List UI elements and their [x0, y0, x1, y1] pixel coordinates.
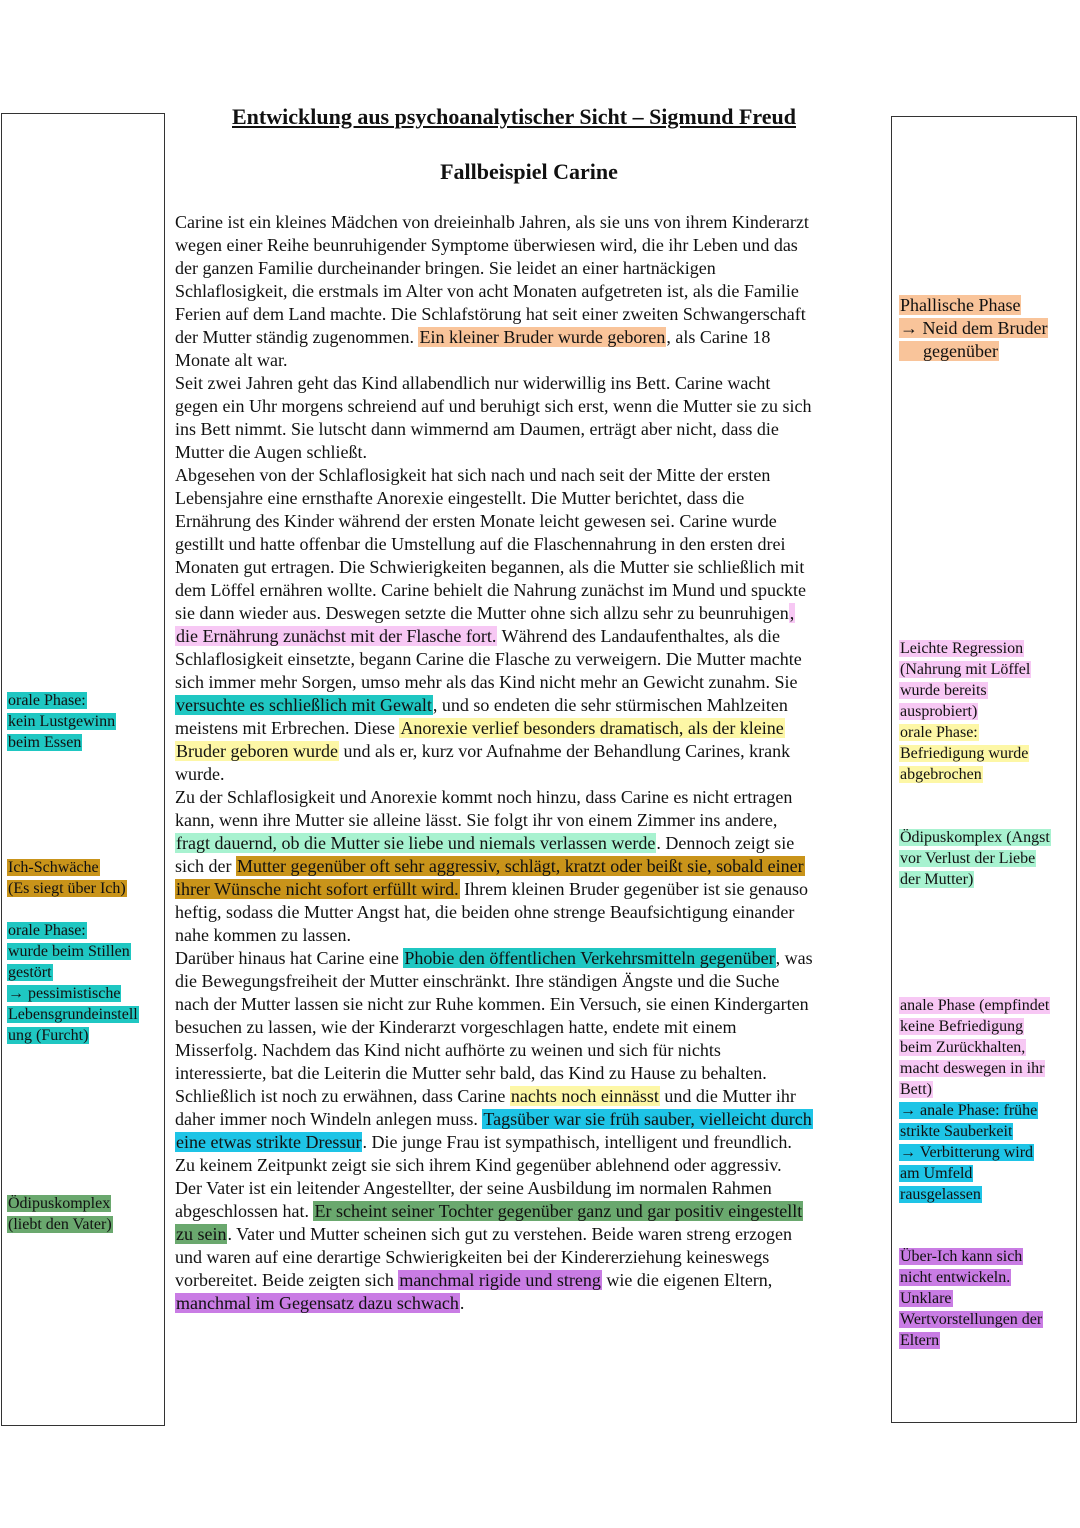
text-segment: Schließlich ist noch zu erwähnen, dass Carine — [175, 1086, 510, 1106]
text-segment: vorbereitet. Beide zeigten sich — [175, 1270, 399, 1290]
text-line — [175, 1085, 883, 1108]
highlighted-phrase: Anorexie verlief besonders dramatisch, als der kleine — [400, 718, 784, 738]
case-text — [175, 211, 883, 1315]
note-line: Ödipuskomplex (Angst — [900, 829, 1050, 846]
text-line: Schlaflosigkeit einsetzte, begann Carine die Flasche zu verweigern. Die Mutter machte — [175, 649, 802, 669]
document-subtitle: Fallbeispiel Carine — [440, 159, 618, 184]
document-title: Entwicklung aus psychoanalytischer Sicht – Sigmund Freud — [232, 104, 796, 129]
text-line: Zu keinem Zeitpunkt zeigt sie sich ihrem Kind gegenüber ablehnend oder aggressiv. — [175, 1155, 782, 1175]
text-line: Mutter die Augen schließt. — [175, 442, 367, 462]
highlighted-phrase: die Ernährung zunächst mit der Flasche fort. — [176, 626, 497, 646]
note-line: orale Phase: — [900, 724, 978, 741]
text-line: nahe kommen zu lassen. — [175, 925, 351, 945]
text-line — [175, 1269, 883, 1292]
note-line: macht deswegen in ihr — [900, 1060, 1045, 1077]
text-line: interessierte, bat die Leiterin die Mutter sehr bald, das Kind zu Hause zu behalten. — [175, 1063, 767, 1083]
text-line: gegen ein Uhr morgens schreiend auf und beruhigt sich erst, wenn die Mutter sie zu sich — [175, 396, 812, 416]
left-note-oral-phase-eating — [7, 690, 116, 753]
note-line: anale Phase (empfindet — [900, 997, 1050, 1014]
highlighted-phrase: fragt dauernd, ob die Mutter sie liebe und niemals verlassen werde — [176, 833, 656, 853]
text-line: kann, wenn ihre Mutter sie alleine lässt. Sie folgt ihr von einem Zimmer ins andere, — [175, 810, 778, 830]
text-line — [175, 855, 883, 878]
text-line — [175, 1131, 883, 1154]
note-line: → Neid dem Bruder — [900, 318, 1048, 338]
text-line: Zu der Schlaflosigkeit und Anorexie kommt noch hinzu, dass Carine es nicht ertragen — [175, 787, 793, 807]
text-line — [175, 326, 883, 349]
text-segment: der Mutter ständig zugenommen. — [175, 327, 419, 347]
note-line: strikte Sauberkeit — [900, 1123, 1013, 1140]
text-segment: und als er, kurz vor Aufnahme der Behandlung Carines, krank — [338, 741, 791, 761]
text-segment: Ihrem kleinen Bruder gegenüber ist sie genauso — [459, 879, 808, 899]
right-note-oral-phase-satisfaction — [899, 722, 1029, 785]
text-line — [175, 878, 883, 901]
note-line: wurde beim Stillen — [8, 943, 130, 960]
text-line: Ferien auf dem Land machte. Die Schlafstörung hat seit einer zweiten Schwangerschaft — [175, 304, 806, 324]
left-note-ego-weakness — [7, 857, 127, 899]
text-line — [175, 1292, 883, 1315]
text-segment: abgeschlossen hat. — [175, 1201, 314, 1221]
text-line — [175, 832, 883, 855]
text-segment: Darüber hinaus hat Carine eine — [175, 948, 404, 968]
note-line: Lebensgrundeinstell — [8, 1006, 138, 1023]
text-line: wegen einer Reihe beunruhigender Symptome überwiesen wird, die ihr Leben und das — [175, 235, 798, 255]
text-line — [175, 1200, 883, 1223]
note-line: keine Befriedigung — [900, 1018, 1024, 1035]
right-note-anal-cleanliness — [899, 1100, 1038, 1205]
text-segment: , was — [775, 948, 813, 968]
right-note-oedipus-mother — [899, 827, 1051, 890]
highlighted-phrase: ihrer Wünsche nicht sofort erfüllt wird. — [176, 879, 459, 899]
note-line: Leichte Regression — [900, 640, 1024, 657]
highlighted-phrase: Er scheint seiner Tochter gegenüber ganz und gar positiv eingestellt — [314, 1201, 803, 1221]
highlighted-phrase: zu sein — [176, 1224, 227, 1244]
note-line: gestört — [8, 964, 52, 981]
highlighted-phrase: Tagsüber war sie früh sauber, vielleicht durch — [483, 1109, 812, 1129]
text-segment: sie dann wieder aus. Deswegen setzte die Mutter ohne sich allzu sehr zu beunruhigen — [175, 603, 789, 623]
note-line: orale Phase: — [8, 922, 86, 939]
right-note-phallic-phase — [899, 294, 1048, 363]
left-note-oral-phase-breastfeeding — [7, 920, 139, 1046]
note-line: am Umfeld — [900, 1165, 973, 1182]
text-line: Seit zwei Jahren geht das Kind allabendlich nur widerwillig ins Bett. Carine wacht — [175, 373, 771, 393]
note-line: (liebt den Vater) — [8, 1216, 112, 1233]
text-segment: sich der — [175, 856, 236, 876]
text-line: wurde. — [175, 764, 225, 784]
text-segment: . Vater und Mutter scheinen sich gut zu verstehen. Beide waren streng erzogen — [227, 1224, 792, 1244]
text-segment: . — [459, 1293, 465, 1313]
text-line: besuchen zu lassen, wie der Kinderarzt vorgeschlagen hatte, endete mit einem — [175, 1017, 737, 1037]
text-line: Ernährung des Kinder während der ersten Monate leicht gewesen sei. Carine wurde — [175, 511, 777, 531]
note-line: Wertvorstellungen der — [900, 1311, 1043, 1328]
text-line: die Bewegungsfreiheit der Mutter einschränkt. Ihre ständigen Ängste und die Suche — [175, 971, 780, 991]
note-line: abgebrochen — [900, 766, 982, 783]
text-line — [175, 717, 883, 740]
note-line: kein Lustgewinn — [8, 713, 116, 730]
text-line: nach der Mutter lassen sie nicht zur Ruhe kommen. Ein Versuch, sie einen Kindergarten — [175, 994, 809, 1014]
text-segment: , als Carine 18 — [666, 327, 771, 347]
note-line: Befriedigung wurde — [900, 745, 1029, 762]
note-line: nicht entwickeln. — [900, 1269, 1011, 1286]
text-segment: meistens mit Erbrechen. Diese — [175, 718, 400, 738]
highlighted-phrase: Ein kleiner Bruder wurde geboren — [419, 327, 666, 347]
note-line: Eltern — [900, 1332, 940, 1349]
right-note-superego — [899, 1246, 1043, 1351]
note-line: der Mutter) — [900, 871, 974, 888]
note-line: wurde bereits — [900, 682, 987, 699]
highlighted-phrase: manchmal im Gegensatz dazu schwach — [176, 1293, 459, 1313]
note-line: → anale Phase: frühe — [900, 1102, 1038, 1119]
note-line: vor Verlust der Liebe — [900, 850, 1036, 867]
right-note-regression — [899, 638, 1031, 722]
text-line: Lebensjahre eine ernsthafte Anorexie eingestellt. Die Mutter berichtet, dass die — [175, 488, 745, 508]
note-line: (Es siegt über Ich) — [8, 880, 126, 897]
note-line: Bett) — [900, 1081, 932, 1098]
note-line: → pessimistische — [8, 985, 121, 1002]
text-line: Monaten gut ertragen. Die Schwierigkeiten begannen, als die Mutter sie schließlich mit — [175, 557, 805, 577]
text-line: Abgesehen von der Schlaflosigkeit hat sich nach und nach seit der Mitte der ersten — [175, 465, 771, 485]
highlighted-phrase: nachts noch einnässt — [510, 1086, 659, 1106]
text-line: Misserfolg. Nachdem das Kind nicht aufhörte zu weinen und sich für nichts — [175, 1040, 721, 1060]
note-line: rausgelassen — [900, 1186, 981, 1203]
highlighted-phrase: eine etwas strikte Dressur — [176, 1132, 362, 1152]
note-line: ung (Furcht) — [8, 1027, 89, 1044]
text-line: Der Vater ist ein leitender Angestellter, der seine Ausbildung im normalen Rahmen — [175, 1178, 772, 1198]
text-segment: daher immer noch Windeln anlegen muss. — [175, 1109, 483, 1129]
text-line — [175, 1223, 883, 1246]
highlighted-phrase: Phobie den öffentlichen Verkehrsmitteln gegenüber — [404, 948, 775, 968]
highlighted-phrase: manchmal rigide und streng — [399, 1270, 601, 1290]
text-line: sich immer mehr Sorgen, umso mehr als das Kind nicht mehr an Gewicht zunahm. Sie — [175, 672, 798, 692]
note-line: ausprobiert) — [900, 703, 978, 720]
text-segment: wie die eigenen Eltern, — [601, 1270, 773, 1290]
note-line: → Verbitterung wird — [900, 1144, 1034, 1161]
left-note-oedipus-father — [7, 1193, 113, 1235]
highlighted-phrase: versuchte es schließlich mit Gewalt — [176, 695, 432, 715]
note-line: gegenüber — [899, 341, 999, 361]
text-line: gestillt und hatte offenbar die Umstellung auf die Flaschennahrung in den ersten drei — [175, 534, 786, 554]
text-line: ins Bett nimmt. Sie lutscht dann wimmernd am Daumen, erträgt aber nicht, dass die — [175, 419, 779, 439]
text-segment: Während des Landaufenthaltes, als die — [497, 626, 780, 646]
text-line — [175, 947, 883, 970]
text-line: Monate alt war. — [175, 350, 288, 370]
note-line: Phallische Phase — [900, 295, 1021, 315]
highlighted-phrase: Mutter gegenüber oft sehr aggressiv, schlägt, kratzt oder beißt sie, sobald einer — [236, 856, 804, 876]
right-note-anal-phase — [899, 995, 1050, 1100]
highlighted-phrase: , — [789, 603, 795, 623]
text-line — [175, 602, 883, 625]
text-line: Carine ist ein kleines Mädchen von dreieinhalb Jahren, als sie uns von ihrem Kinderarzt — [175, 212, 809, 232]
note-line: Ich-Schwäche — [8, 859, 99, 876]
note-line: Über-Ich kann sich — [900, 1248, 1023, 1265]
note-line: (Nahrung mit Löffel — [900, 661, 1031, 678]
highlighted-phrase: Bruder geboren wurde — [176, 741, 338, 761]
text-line: der ganzen Familie durcheinander bringen. Sie leidet an einer hartnäckigen — [175, 258, 716, 278]
text-line — [175, 740, 883, 763]
note-line: orale Phase: — [8, 692, 86, 709]
text-line: dem Löffel ernähren wollte. Carine behielt die Nahrung zunächst im Mund und spuckte — [175, 580, 806, 600]
text-line — [175, 694, 883, 717]
note-line: beim Essen — [8, 734, 82, 751]
text-line: heftig, sodass die Mutter Angst hat, die beiden ohne strenge Beaufsichtigung einander — [175, 902, 795, 922]
text-line — [175, 625, 883, 648]
text-line — [175, 1108, 883, 1131]
text-line: und waren auf eine derartige Schwierigkeiten bei der Kindererziehung keineswegs — [175, 1247, 770, 1267]
text-line: Schlaflosigkeit, die erstmals im Alter von acht Monaten aufgetreten ist, als die Familie — [175, 281, 799, 301]
note-line: Unklare — [900, 1290, 952, 1307]
text-segment: , und so endeten die sehr stürmischen Mahlzeiten — [432, 695, 788, 715]
text-segment: . Dennoch zeigt sie — [656, 833, 795, 853]
note-line: beim Zurückhalten, — [900, 1039, 1026, 1056]
note-line: Ödipuskomplex — [8, 1195, 111, 1212]
text-segment: und die Mutter ihr — [659, 1086, 796, 1106]
text-segment: . Die junge Frau ist sympathisch, intelligent und freundlich. — [362, 1132, 792, 1152]
